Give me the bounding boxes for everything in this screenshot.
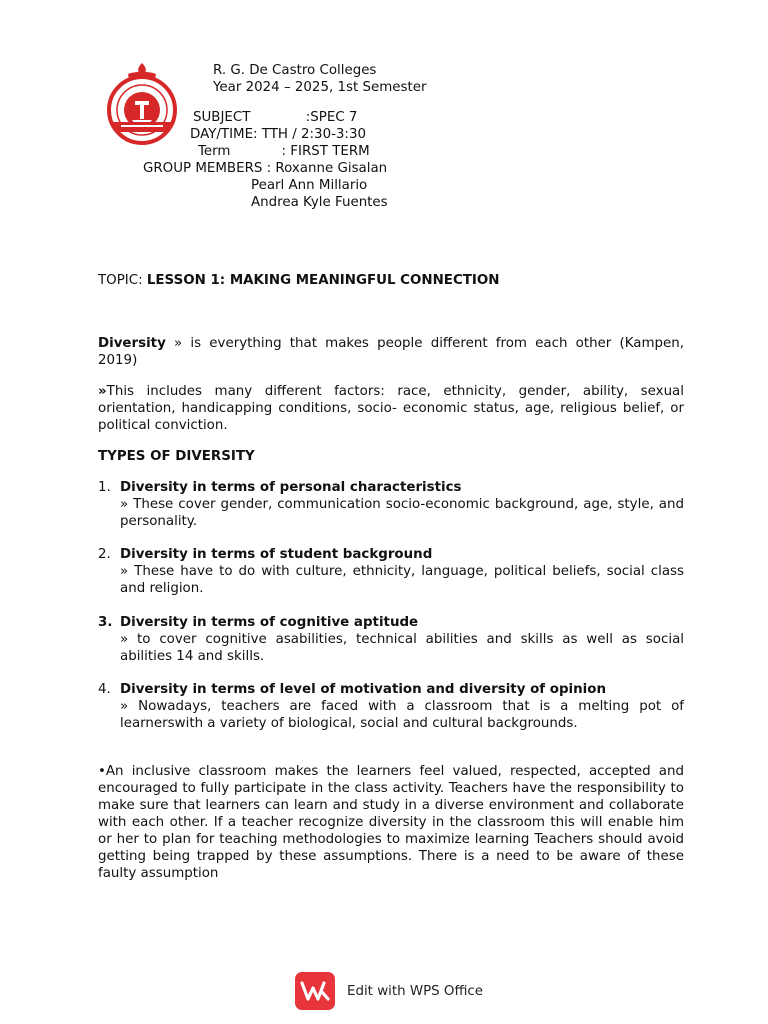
- list-item-title: Diversity in terms of level of motivation and diversity of opinion: [120, 682, 607, 697]
- list-number: 1.: [98, 480, 111, 495]
- school-seal-logo: [97, 60, 187, 146]
- daytime-line: DAY/TIME: TTH / 2:30-3:30: [190, 127, 366, 142]
- list-number: 4.: [98, 682, 111, 697]
- school-year: Year 2024 – 2025, 1st Semester: [213, 80, 427, 95]
- list-item: [98, 479, 684, 530]
- factors-text: This includes many different factors: race, ethnicity, gender, ability, sexual orientation, handicapping conditions, socio- economic status, age, religious belief, or political conviction.: [98, 384, 684, 433]
- list-item: [98, 681, 684, 732]
- list-item-desc: » Nowadays, teachers are faced with a classroom that is a melting pot of learnerswith a variety of biological, social and cultural backgrounds.: [120, 699, 684, 731]
- topic-line: [98, 272, 684, 289]
- topic-prefix: TOPIC:: [98, 273, 147, 288]
- list-item-title: Diversity in terms of cognitive aptitude: [120, 615, 419, 630]
- list-item: [98, 546, 684, 597]
- list-number: 2.: [98, 547, 111, 562]
- topic-title: LESSON 1: MAKING MEANINGFUL CONNECTION: [146, 273, 500, 288]
- list-item-title: Diversity in terms of student background: [120, 547, 433, 562]
- wps-logo-icon: [295, 972, 335, 1010]
- group-members-line: GROUP MEMBERS : Roxanne Gisalan: [143, 161, 388, 176]
- wps-edit-link[interactable]: [295, 972, 483, 1010]
- definition-term: Diversity: [98, 336, 166, 351]
- types-heading: TYPES OF DIVERSITY: [98, 449, 255, 464]
- school-name: R. G. De Castro Colleges: [213, 63, 377, 78]
- subject-line: SUBJECT :SPEC 7: [193, 110, 358, 125]
- bullet-marker: »: [98, 384, 107, 399]
- group-member: Andrea Kyle Fuentes: [251, 195, 388, 210]
- group-member: Pearl Ann Millario: [251, 178, 368, 193]
- definition-text: » is everything that makes people different from each other (Kampen, 2019): [98, 336, 684, 368]
- diversity-definition: [98, 335, 684, 369]
- term-line: Term : FIRST TERM: [198, 144, 370, 159]
- list-item: [98, 614, 684, 665]
- list-item-desc: » to cover cognitive asabilities, technical abilities and skills as well as social abilities 14 and skills.: [120, 632, 684, 664]
- list-item-desc: » These cover gender, communication socio-economic background, age, style, and personality.: [120, 497, 684, 529]
- diversity-factors-paragraph: [98, 383, 684, 434]
- list-item-title: Diversity in terms of personal characteristics: [120, 480, 462, 495]
- list-number: 3.: [98, 615, 113, 630]
- wps-edit-label: Edit with WPS Office: [347, 983, 484, 999]
- list-item-desc: » These have to do with culture, ethnicity, language, political beliefs, social class and religion.: [120, 564, 684, 596]
- inclusive-classroom-paragraph: •An inclusive classroom makes the learners feel valued, respected, accepted and encouraged to fully participate in the class activity. Teachers have the responsibility to make sure that learners can learn and study in a diverse environment and collaborate with each other. If a teacher recognize diversity in the classroom this will enable him or her to plan for teaching methodologies to maximize learning Teachers should avoid getting being trapped by these assumptions. There is a need to be aware of these faulty assumption: [98, 764, 684, 881]
